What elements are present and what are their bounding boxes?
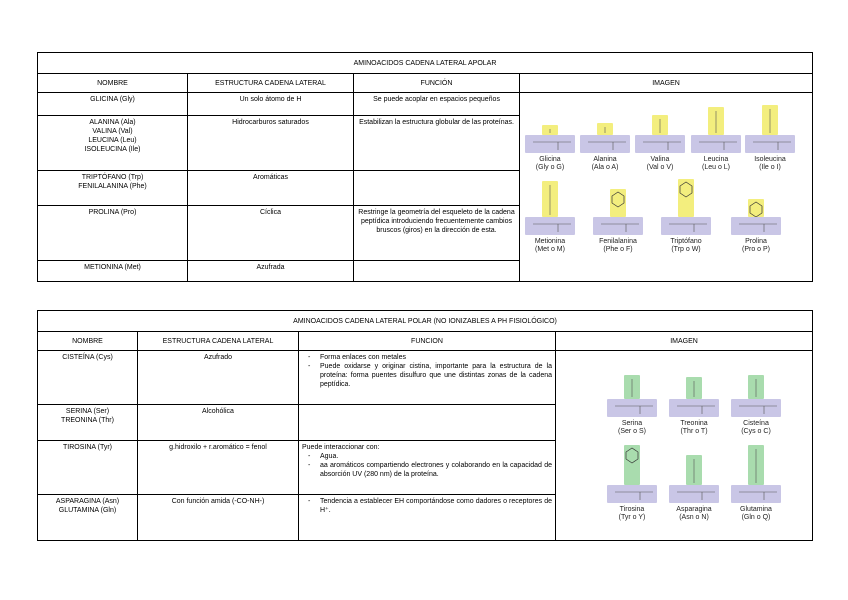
- table-row-name: [38, 93, 188, 116]
- function-cell: Se puede acoplar en espacios pequeños: [354, 93, 520, 116]
- structure-cell: Cíclica: [188, 205, 354, 260]
- table-row-name: [38, 495, 138, 541]
- amino-acid-code: (Tyr o Y): [618, 514, 646, 521]
- structure-cell: Alcohólica: [138, 405, 299, 440]
- amino-acid-label: Serina: [621, 420, 643, 427]
- apolar-header-structure: ESTRUCTURA CADENA LATERAL: [188, 74, 354, 93]
- backbone-highlight: [607, 399, 657, 417]
- structure-cell: Azufrado: [138, 351, 299, 405]
- amino-acid-name: ISOLEUCINA (Ile): [84, 145, 141, 153]
- amino-acid-code: (Phe o F): [603, 246, 633, 253]
- amino-acid-name: ASPARAGINA (Asn): [55, 498, 120, 506]
- backbone-highlight: [669, 485, 719, 503]
- amino-acid-code: (Asn o N): [679, 514, 709, 521]
- polar-table: [37, 310, 813, 541]
- amino-acid-name: GLICINA (Gly): [90, 96, 135, 103]
- amino-acid-name: TRIPTÓFANO (Trp): [81, 174, 144, 182]
- amino-acid-name: GLUTAMINA (Gln): [58, 507, 117, 515]
- amino-acid-label: Valina: [650, 156, 670, 163]
- amino-acid-label: Leucina: [703, 156, 729, 163]
- structure-cell: g.hidroxilo + r.aromático = fenol: [138, 440, 299, 494]
- function-cell: [299, 405, 556, 440]
- polar-header-name: NOMBRE: [38, 332, 138, 351]
- amino-acid-label: Fenilalanina: [599, 238, 637, 245]
- structure-cell: Con función amida (-CO-NH-): [138, 495, 299, 541]
- apolar-structures-figure: [520, 93, 811, 278]
- amino-acid-name: TIROSINA (Tyr): [63, 443, 112, 451]
- backbone-highlight: [525, 217, 575, 235]
- backbone-highlight: [745, 135, 795, 153]
- amino-acid-code: (Pro o P): [741, 246, 771, 253]
- amino-acid-code: (Trp o W): [671, 246, 701, 253]
- structure-cell: Azufrada: [188, 261, 354, 282]
- function-bullet: - Puede oxidarse y originar cistina, importante para la estructura de la proteína: forma puentes disulfuro que une distintas zonas de la cadena peptídica.: [320, 362, 552, 389]
- backbone-highlight: [635, 135, 685, 153]
- apolar-title: AMINOACIDOS CADENA LATERAL APOLAR: [38, 53, 813, 74]
- apolar-header-name: NOMBRE: [38, 74, 188, 93]
- backbone-highlight: [691, 135, 741, 153]
- amino-acid-name: TREONINA (Thr): [61, 417, 114, 425]
- amino-acid-code: (Ala o A): [591, 164, 619, 171]
- amino-acid-label: Prolina: [745, 238, 767, 245]
- amino-acid-label: Tirosina: [619, 506, 645, 513]
- amino-acid-label: Cisteína: [743, 420, 769, 427]
- function-intro: Puede interaccionar con:: [302, 443, 380, 451]
- amino-acid-label: Isoleucina: [754, 156, 786, 163]
- structure-cell: Un solo átomo de H: [188, 93, 354, 116]
- side-chain-highlight: [678, 179, 694, 217]
- side-chain-highlight: [624, 445, 640, 485]
- apolar-header-function: FUNCIÓN: [354, 74, 520, 93]
- amino-acid-name: VALINA (Val): [92, 127, 133, 135]
- backbone-highlight: [731, 399, 781, 417]
- amino-acid-label: Metionina: [534, 238, 566, 245]
- amino-acid-name: PROLINA (Pro): [88, 208, 137, 216]
- polar-header-image: IMAGEN: [556, 332, 813, 351]
- amino-acid-code: (Ser o S): [617, 428, 647, 435]
- polar-title: AMINOACIDOS CADENA LATERAL POLAR (NO IONIZABLES A PH FISIOLÓGICO): [38, 311, 813, 332]
- function-bullet: - aa aromáticos compartiendo electrones y colaborando en la capacidad de absorción UV (280 nm) de la proteína.: [320, 461, 552, 479]
- table-row-name: [38, 440, 138, 494]
- table-row-name: [38, 171, 188, 206]
- amino-acid-label: Glicina: [539, 156, 561, 163]
- table-row-name: [38, 405, 138, 440]
- backbone-highlight: [593, 217, 643, 235]
- table-row-name: [38, 261, 188, 282]
- amino-acid-name: LEUCINA (Leu): [88, 136, 137, 144]
- apolar-image-cell: [520, 93, 813, 282]
- amino-acid-name: FENILALANINA (Phe): [78, 183, 147, 191]
- apolar-table: [37, 52, 813, 282]
- amino-acid-name: ALANINA (Ala): [89, 118, 136, 126]
- function-cell: Restringe la geometría del esqueleto de la cadena peptídica introduciendo frecuentemente cambios bruscos (giros) en la dirección de esta.: [354, 205, 520, 260]
- backbone-highlight: [525, 135, 575, 153]
- structure-cell: Hidrocarburos saturados: [188, 115, 354, 170]
- table-row-name: [38, 115, 188, 170]
- amino-acid-label: Treonina: [680, 420, 708, 427]
- function-bullet: - Tendencia a establecer EH comportándose como dadores o receptores de H⁺.: [320, 497, 552, 515]
- function-cell: [354, 171, 520, 206]
- amino-acid-code: (Ile o I): [759, 164, 781, 171]
- function-cell: Estabilizan la estructura globular de las proteínas.: [354, 115, 520, 170]
- backbone-highlight: [731, 217, 781, 235]
- amino-acid-name: SERINA (Ser): [65, 408, 110, 416]
- table-row-name: [38, 351, 138, 405]
- polar-image-cell: [556, 351, 813, 541]
- amino-acid-code: (Leu o L): [701, 164, 731, 171]
- amino-acid-code: (Gln o Q): [741, 514, 771, 521]
- amino-acid-name: CISTEÍNA (Cys): [62, 354, 113, 361]
- backbone-highlight: [661, 217, 711, 235]
- amino-acid-code: (Val o V): [646, 164, 674, 171]
- structure-cell: Aromáticas: [188, 171, 354, 206]
- polar-structures-figure: [556, 351, 811, 537]
- function-cell: [299, 495, 556, 541]
- amino-acid-label: Triptófano: [670, 238, 702, 245]
- polar-header-structure: ESTRUCTURA CADENA LATERAL: [138, 332, 299, 351]
- amino-acid-code: (Thr o T): [680, 428, 708, 435]
- amino-acid-label: Asparagina: [676, 506, 712, 513]
- amino-acid-label: Alanina: [593, 156, 617, 163]
- amino-acid-code: (Gly o G): [535, 164, 565, 171]
- function-cell: [299, 351, 556, 405]
- function-bullet: - Agua.: [320, 452, 552, 461]
- polar-header-function: FUNCION: [299, 332, 556, 351]
- backbone-highlight: [607, 485, 657, 503]
- amino-acid-name: METIONINA (Met): [84, 264, 141, 272]
- backbone-highlight: [731, 485, 781, 503]
- table-row-name: [38, 205, 188, 260]
- amino-acid-label: Glutamina: [740, 506, 772, 513]
- apolar-header-image: IMAGEN: [520, 74, 813, 93]
- function-cell: [299, 440, 556, 494]
- amino-acid-code: (Met o M): [535, 246, 565, 253]
- function-cell: [354, 261, 520, 282]
- backbone-highlight: [669, 399, 719, 417]
- function-bullet: - Forma enlaces con metales: [320, 353, 552, 362]
- backbone-highlight: [580, 135, 630, 153]
- amino-acid-code: (Cys o C): [741, 428, 771, 435]
